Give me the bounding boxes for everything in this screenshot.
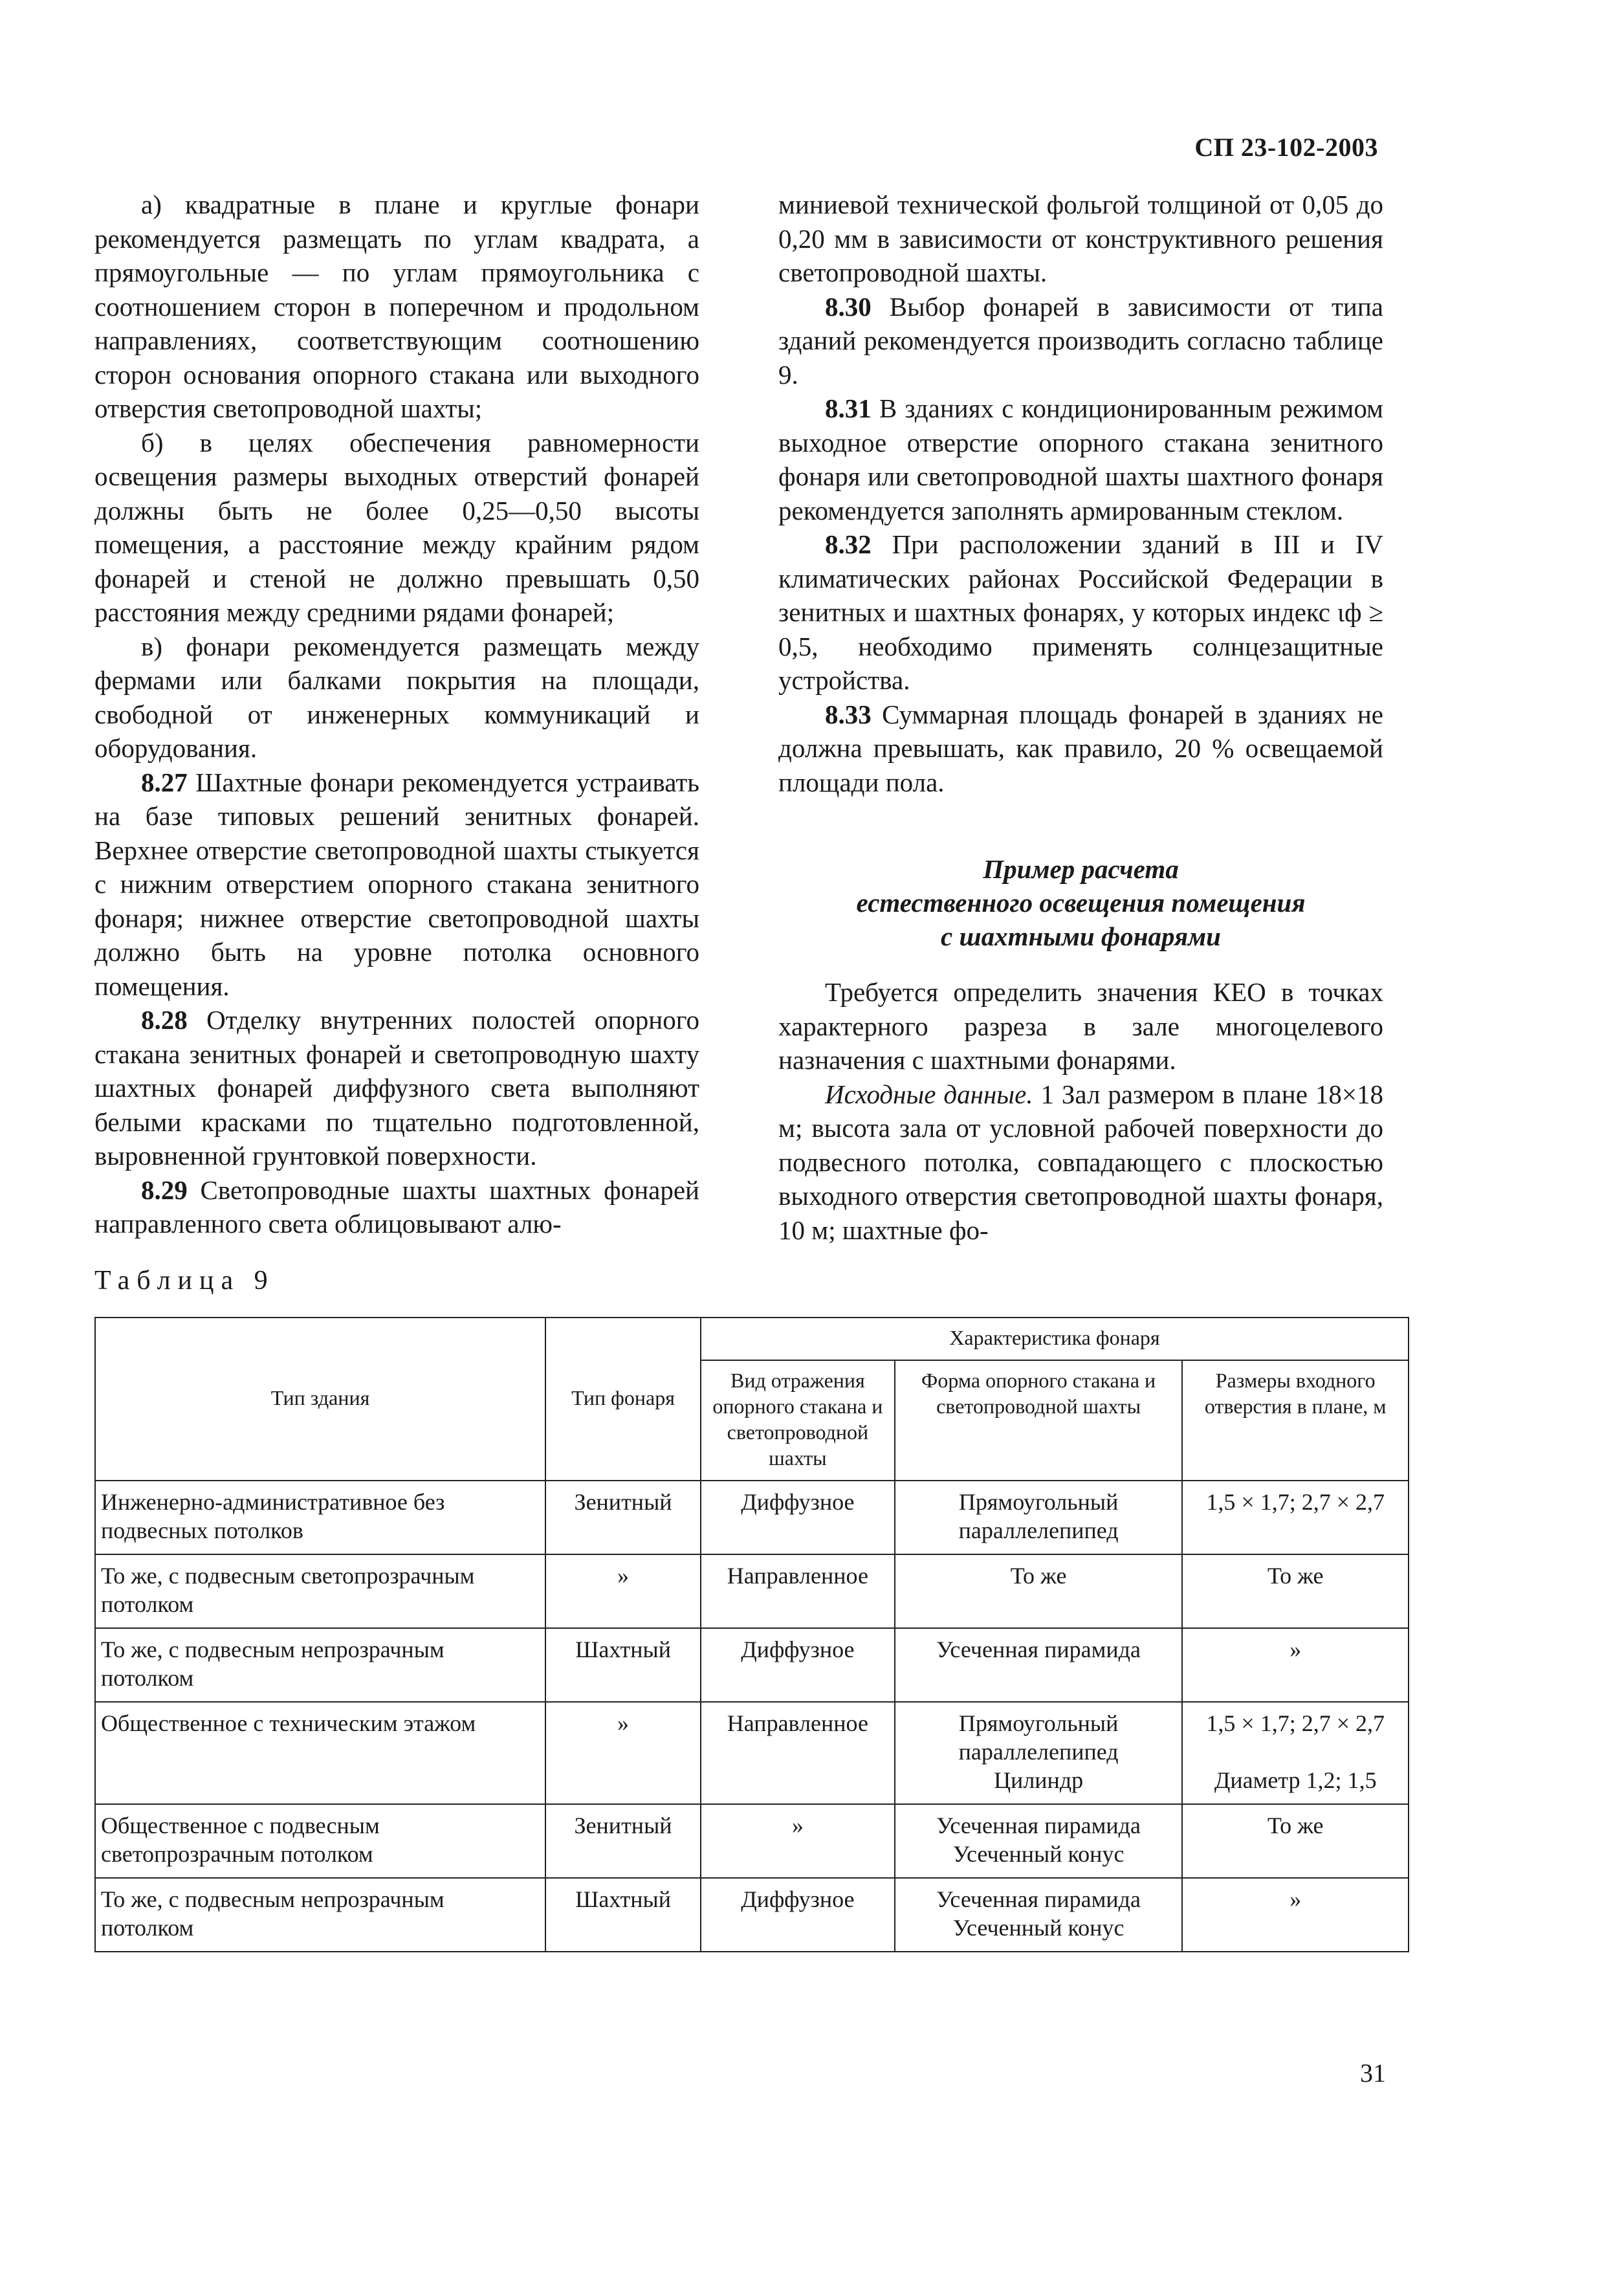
cell-building: То же, с подвесным непрозрачным потолком — [95, 1878, 545, 1952]
cell-building: Общественное с техническим этажом — [95, 1702, 545, 1804]
paragraph-8-29-continued: миниевой технической фольгой толщиной от 0,05 до 0,20 мм в зависимости от конструктивного решения светопроводной шахты. — [778, 190, 1383, 287]
table-row — [95, 1878, 1409, 1952]
clause-number: 8.32 — [825, 529, 872, 559]
cell-building: Общественное с подвесным светопрозрачным потолком — [95, 1804, 545, 1878]
source-data-paragraph: Исходные данные. 1 Зал размером в плане 18×18 м; высота зала от условной рабочей поверхности до подвесного потолка, совпадающего с плоскостью выходного отверстия светопроводной шахты фонаря, 10 м; шахтные фо- — [778, 1079, 1383, 1245]
example-title: Пример расчета естественного освещения помещения с шахтными фонарями — [856, 854, 1306, 951]
cell-building: То же, с подвесным непрозрачным потолком — [95, 1628, 545, 1702]
cell-lantern: Зенитный — [545, 1481, 701, 1554]
cell-reflection: Направленное — [701, 1702, 895, 1804]
cell-shape: Усеченная пирамида Усеченный конус — [895, 1804, 1183, 1878]
table-9 — [94, 1317, 1409, 1952]
header-building-type: Тип здания — [95, 1318, 545, 1481]
table-row — [95, 1702, 1409, 1804]
paragraph-8-28: 8.28 Отделку внутренних полостей опорного стакана зенитных фонарей и светопроводную шахту шахтных фонарей диффузного света выполняют белыми красками по тщательно подготовленной, выровненной грунтовкой поверхности. — [94, 1005, 699, 1171]
clause-number: 8.27 — [141, 767, 188, 797]
header-inlet-size: Размеры входного отверстия в плане, м — [1182, 1360, 1409, 1481]
clause-number: 8.33 — [825, 699, 872, 729]
cell-size: То же — [1182, 1804, 1409, 1878]
table-row — [95, 1804, 1409, 1878]
paragraph-8-27: 8.27 Шахтные фонари рекомендуется устраивать на базе типовых решений зенитных фонарей. Верхнее отверстие светопроводной шахты стыкуется с нижним отверстием опорного стакана зенитного фонаря; нижнее отверстие светопроводной шахты должно быть на уровне потолка основного помещения. — [94, 767, 699, 1001]
cell-reflection: Диффузное — [701, 1481, 895, 1554]
clause-number: 8.31 — [825, 393, 872, 423]
left-column — [94, 188, 699, 1241]
cell-reflection: » — [701, 1804, 895, 1878]
cell-shape: Усеченная пирамида Усеченный конус — [895, 1878, 1183, 1952]
paragraph-v: в) фонари рекомендуется размещать между фермами или балками покрытия на площади, свободной от инженерных коммуникаций и оборудования. — [94, 631, 699, 763]
clause-number: 8.28 — [141, 1005, 188, 1035]
header-lantern-characteristics: Характеристика фонаря — [701, 1318, 1409, 1360]
table-header-row — [95, 1318, 1409, 1360]
table-caption: Таблица 9 — [94, 1266, 275, 1296]
paragraph-8-29: 8.29 Светопроводные шахты шахтных фонарей направленного света облицовывают алю- — [94, 1175, 699, 1239]
paragraph-8-33: 8.33 Суммарная площадь фонарей в зданиях не должна превышать, как правило, 20 % освещаемой площади пола. — [778, 699, 1383, 797]
header-reflection-type: Вид отражения опорного стакана и светопроводной шахты — [701, 1360, 895, 1481]
paragraph-8-32: 8.32 При расположении зданий в III и IV климатических районах Российской Федерации в зенитных и шахтных фонарях, у которых индекс ιф ≥ 0,5, необходимо применять солнцезащитные устройства. — [778, 529, 1383, 695]
paragraph-8-30: 8.30 Выбор фонарей в зависимости от типа зданий рекомендуется производить согласно таблице 9. — [778, 291, 1383, 390]
cell-lantern: Шахтный — [545, 1628, 701, 1702]
cell-reflection: Диффузное — [701, 1628, 895, 1702]
cell-size: 1,5 × 1,7; 2,7 × 2,7 Диаметр 1,2; 1,5 — [1182, 1702, 1409, 1804]
cell-size: » — [1182, 1878, 1409, 1952]
cell-lantern: Зенитный — [545, 1804, 701, 1878]
cell-shape: Прямоугольный параллелепипед — [895, 1481, 1183, 1554]
paragraph-b: б) в целях обеспечения равномерности освещения размеры выходных отверстий фонарей должны быть не более 0,25—0,50 высоты помещения, а расстояние между крайним рядом фонарей и стеной не должно превышать 0,50 расстояния между средними рядами фонарей; — [94, 427, 699, 627]
cell-reflection: Направленное — [701, 1554, 895, 1628]
header-lantern-type: Тип фонаря — [545, 1318, 701, 1481]
clause-number: 8.30 — [825, 291, 872, 322]
cell-building: То же, с подвесным светопрозрачным потолком — [95, 1554, 545, 1628]
table-row — [95, 1481, 1409, 1554]
document-code: СП 23-102-2003 — [1194, 133, 1378, 162]
paragraph-a: а) квадратные в плане и круглые фонари рекомендуется размещать по углам квадрата, а прямоугольные — по углам прямоугольника с соотношением сторон в поперечном и продольном направлениях, соответствующим соотношению сторон основания опорного стакана или выходного отверстия светопроводной шахты; — [94, 190, 699, 423]
cell-size: 1,5 × 1,7; 2,7 × 2,7 — [1182, 1481, 1409, 1554]
cell-shape: Прямоугольный параллелепипед Цилиндр — [895, 1702, 1183, 1804]
cell-lantern: » — [545, 1554, 701, 1628]
cell-building: Инженерно-административное без подвесных потолков — [95, 1481, 545, 1554]
paragraph-8-31: 8.31 В зданиях с кондиционированным режимом выходное отверстие опорного стакана зенитного фонаря или светопроводной шахты шахтного фонаря рекомендуется заполнять армированным стеклом. — [778, 393, 1383, 525]
table-row — [95, 1628, 1409, 1702]
clause-number: 8.29 — [141, 1175, 188, 1205]
cell-shape: Усеченная пирамида — [895, 1628, 1183, 1702]
cell-lantern: Шахтный — [545, 1878, 701, 1952]
table-row — [95, 1554, 1409, 1628]
cell-reflection: Диффузное — [701, 1878, 895, 1952]
page-number: 31 — [1360, 2058, 1386, 2088]
cell-size: То же — [1182, 1554, 1409, 1628]
header-shape: Форма опорного стакана и светопроводной шахты — [895, 1360, 1183, 1481]
right-column — [778, 188, 1383, 1247]
cell-size: » — [1182, 1628, 1409, 1702]
source-data-label: Исходные данные. — [825, 1079, 1033, 1109]
example-intro: Требуется определить значения КЕО в точках характерного разреза в зале многоцелевого назначения с шахтными фонарями. — [778, 977, 1383, 1075]
cell-shape: То же — [895, 1554, 1183, 1628]
cell-lantern: » — [545, 1702, 701, 1804]
